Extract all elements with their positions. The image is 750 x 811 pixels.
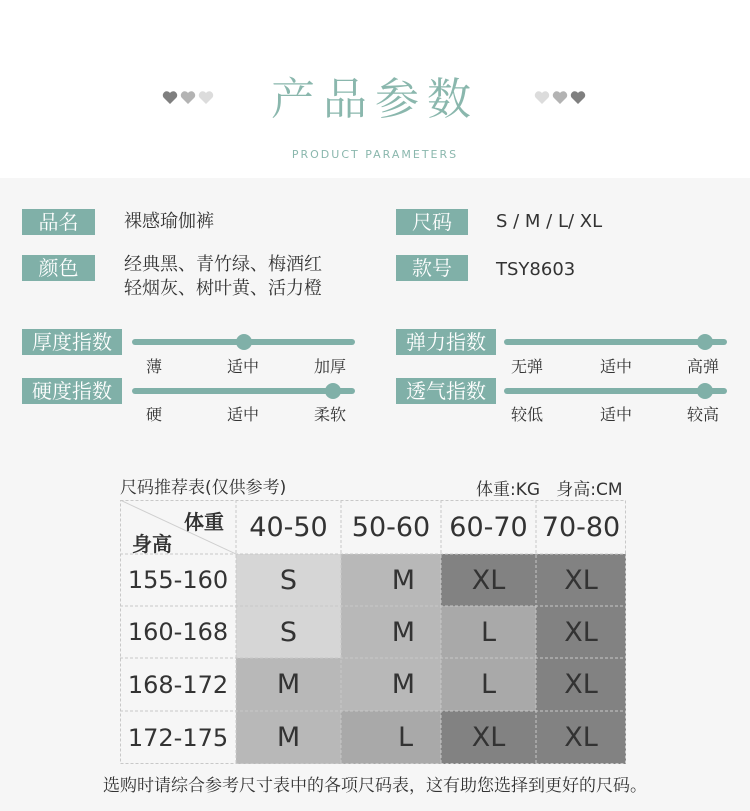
elasticity-track	[504, 339, 727, 345]
size-table	[120, 500, 626, 764]
footer-note: 选购时请综合参考尺寸表中的各项尺码表，这有助您选择到更好的尺码。	[103, 776, 647, 796]
thickness-tag: 厚度指数	[22, 329, 122, 355]
heart-icon	[534, 90, 550, 105]
size-cell: XL	[536, 711, 626, 764]
breathability-tick-mid: 适中	[599, 405, 632, 424]
table-units: 体重:KG 身高:CM	[476, 480, 623, 500]
size-cell: XL	[441, 554, 536, 606]
breathability-tick-high: 较高	[686, 405, 719, 424]
thickness-tick-low: 薄	[145, 357, 162, 376]
size-cell: XL	[441, 711, 536, 764]
size-cell: XL	[536, 554, 626, 606]
size-value: S / M / L/ XL	[496, 211, 603, 232]
hardness-knob	[325, 383, 341, 399]
size-cell: M	[341, 658, 441, 711]
size-cell: M	[341, 606, 441, 658]
name-tag: 品名	[22, 209, 95, 235]
size-cell: L	[341, 711, 441, 764]
weight-column-header: 40-50	[249, 511, 328, 543]
color-value-line1: 经典黑、青竹绿、梅酒红	[124, 254, 322, 275]
size-cell: L	[441, 606, 536, 658]
elasticity-knob	[697, 334, 713, 350]
name-value: 裸感瑜伽裤	[124, 211, 214, 232]
thickness-knob	[236, 334, 252, 350]
hardness-tick-low: 硬	[145, 405, 162, 424]
size-cell: L	[441, 658, 536, 711]
height-row-header: 168-172	[127, 670, 229, 699]
height-row-header: 155-160	[127, 566, 229, 594]
elasticity-tag: 弹力指数	[396, 329, 496, 355]
color-value-line2: 轻烟灰、树叶黄、活力橙	[124, 278, 322, 299]
breathability-track	[504, 388, 727, 394]
size-cell: M	[341, 554, 441, 606]
size-cell: M	[236, 658, 341, 711]
size-cell: S	[236, 606, 341, 658]
table-caption: 尺码推荐表(仅供参考)	[120, 478, 287, 498]
weight-column-header: 50-60	[351, 511, 431, 543]
size-cell: S	[236, 554, 341, 606]
heart-icon	[570, 90, 586, 105]
breathability-knob	[697, 383, 713, 399]
hardness-tick-mid: 适中	[226, 405, 259, 424]
elasticity-tick-low: 无弹	[510, 357, 543, 376]
hardness-tag: 硬度指数	[22, 378, 122, 404]
size-cell: XL	[536, 658, 626, 711]
header-area	[0, 0, 750, 178]
table-grid-lines	[120, 500, 626, 764]
thickness-tick-high: 加厚	[313, 357, 346, 376]
size-tag: 尺码	[396, 209, 468, 235]
height-row-header: 160-168	[127, 618, 229, 646]
size-cell: XL	[536, 606, 626, 658]
hardness-track	[132, 388, 355, 394]
color-tag: 颜色	[22, 255, 95, 281]
size-cell: M	[236, 711, 341, 764]
breathability-tick-low: 较低	[510, 405, 543, 424]
heart-icon	[552, 90, 568, 105]
weight-column-header: 60-70	[449, 511, 528, 543]
hardness-tick-high: 柔软	[313, 405, 346, 424]
model-tag: 款号	[396, 255, 468, 281]
breathability-tag: 透气指数	[396, 378, 496, 404]
model-value: TSY8603	[496, 259, 576, 280]
size-table-grid	[120, 500, 626, 764]
thickness-tick-mid: 适中	[226, 357, 259, 376]
weight-column-header: 70-80	[541, 511, 621, 543]
elasticity-tick-mid: 适中	[599, 357, 632, 376]
corner-weight-label: 体重	[184, 510, 224, 534]
right-hearts	[534, 90, 586, 105]
page-title: 产品参数	[271, 74, 479, 125]
corner-height-label: 身高	[132, 532, 172, 556]
page-subtitle: PRODUCT PARAMETERS	[291, 148, 459, 161]
height-row-header: 172-175	[127, 723, 229, 752]
elasticity-tick-high: 高弹	[686, 357, 719, 376]
